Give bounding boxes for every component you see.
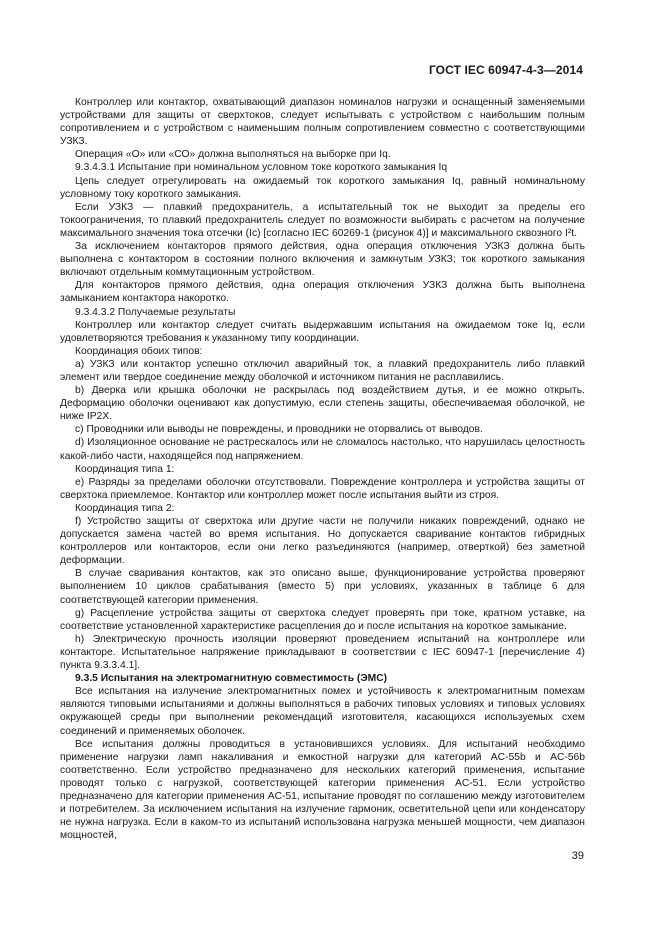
paragraph: Координация типа 1: xyxy=(75,463,175,475)
paragraph: Все испытания должны проводиться в установившихся условиях. Для испытаний необходимо применение нагрузки ламп накаливания и емкостной нагрузки для категорий AC-55b и AC-56b соответственно. Если устройство предназначено для нескольких категорий применения, испытание проводят только с нагрузкой, соответствующей категории применения AC-51. Если устройство предназначено для категории применения AC-51, испытание проводят по соглашению между изготовителем и потребителем. За исключением испытания на излучение гармоник, осветительной цепи или конденсатору не нужна нагрузка. Если в каком-то из испытаний использована нагрузка меньшей мощности, чем диапазон мощностей, xyxy=(60,738,585,842)
list-item: d) Изоляционное основание не растрескалось или не сломалось настолько, что нарушилась целостность какой-либо части, находящейся под напряжением. xyxy=(60,437,585,462)
clause-heading: 9.3.4.3.1 Испытание при номинальном условном токе короткого замыкания Iq xyxy=(75,162,448,174)
section-heading: 9.3.5 Испытания на электромагнитную совместимость (ЭМС) xyxy=(75,673,388,685)
page-number: 39 xyxy=(571,850,584,862)
paragraph: Координация обоих типов: xyxy=(75,345,203,357)
page-body xyxy=(60,96,585,842)
paragraph: Цепь следует отрегулировать на ожидаемый ток короткого замыкания Iq, равный номинальному условному току короткого замыкания. xyxy=(60,175,585,200)
paragraph: Операция «О» или «СО» должна выполняться на выборке при Iq. xyxy=(75,149,391,161)
list-item: c) Проводники или выводы не повреждены, и проводники не оторвались от выводов. xyxy=(75,424,483,436)
list-item: g) Расцепление устройства защиты от сверхтока следует проверять при токе, кратном уставке, на соответствие установленной характеристике расцепления до и после испытания на короткое замыкание. xyxy=(60,607,585,632)
list-item: h) Электрическую прочность изоляции проверяют проведением испытаний на контроллере или контакторе. Испытательное напряжение прикладывают в соответствии с IEC 60947-1 [перечисление 4) пункта 9.3.3.4.1]. xyxy=(60,633,585,672)
list-item: a) УЗКЗ или контактор успешно отключил аварийный ток, а плавкий предохранитель либо плавкий элемент или твердое соединение между оболочкой и источником питания не расплавились. xyxy=(60,358,585,383)
paragraph: Контроллер или контактор, охватывающий диапазон номиналов нагрузки и оснащенный заменяемыми устройствами для защиты от сверхтоков, следует испытывать с устройством с наибольшим полным сопротивлением и с устройством с наименьшим полным сопротивлением совместно с соответствующими УЗКЗ. xyxy=(60,97,585,148)
paragraph: Все испытания на излучение электромагнитных помех и устойчивость к электромагнитным помехам являются типовыми испытаниями и должны выполняться в рабочих типовых условиях и типовых условиях окружающей среды при выполнении рекомендаций изготовителя, касающихся используемых схем соединений и применяемых оболочек. xyxy=(60,686,585,737)
paragraph: Контроллер или контактор следует считать выдержавшим испытания на ожидаемом токе Iq, если удовлетворяются требования к указанному типу координации. xyxy=(60,319,585,344)
paragraph: Для контакторов прямого действия, одна операция отключения УЗКЗ должна быть выполнена замыканием контактора накоротко. xyxy=(60,280,585,305)
clause-heading: 9.3.4.3.2 Получаемые результаты xyxy=(75,306,236,318)
paragraph: Координация типа 2: xyxy=(75,502,175,514)
paragraph: В случае сваривания контактов, как это описано выше, функционирование устройства проверяют выполнением 10 циклов срабатывания (вместо 5) при условиях, указанных в таблице 6 для соответствующей категории применения. xyxy=(60,568,585,606)
list-item: b) Дверка или крышка оболочки не раскрылась под воздействием дутья, и ее можно открыть. Деформацию оболочки оценивают как допустимую, если степень защиты, обеспечиваемая оболочкой, не ниже IP2X. xyxy=(60,385,585,423)
paragraph: Если УЗКЗ — плавкий предохранитель, а испытательный ток не выходит за пределы его токоограничения, то плавкий предохранитель следует по возможности выбирать с расчетом на получение максимального значения тока отсечки (Ic) [согласно IEC 60269-1 (рисунок 4)] и максимального сквозного I²t. xyxy=(60,201,585,239)
document-header: ГОСТ IEC 60947-4-3—2014 xyxy=(428,63,583,77)
paragraph: За исключением контакторов прямого действия, одна операция отключения УЗКЗ должна быть выполнена с контактором в состоянии полного включения и замкнутым УЗКЗ; ток короткого замыкания включают отдельным коммутационным устройством. xyxy=(60,241,585,279)
list-item: f) Устройство защиты от сверхтока или другие части не получили никаких повреждений, однако не допускается замена частей во время испытания. Но допускается сваривание контактов гибридных контроллеров или контакторов, если они легко разъединяются (например, отверткой) без заметной деформации. xyxy=(60,516,585,567)
list-item: e) Разряды за пределами оболочки отсутствовали. Повреждение контроллера и устройства защиты от сверхтока приемлемое. Контактор или контроллер может после испытания выйти из строя. xyxy=(60,476,585,501)
